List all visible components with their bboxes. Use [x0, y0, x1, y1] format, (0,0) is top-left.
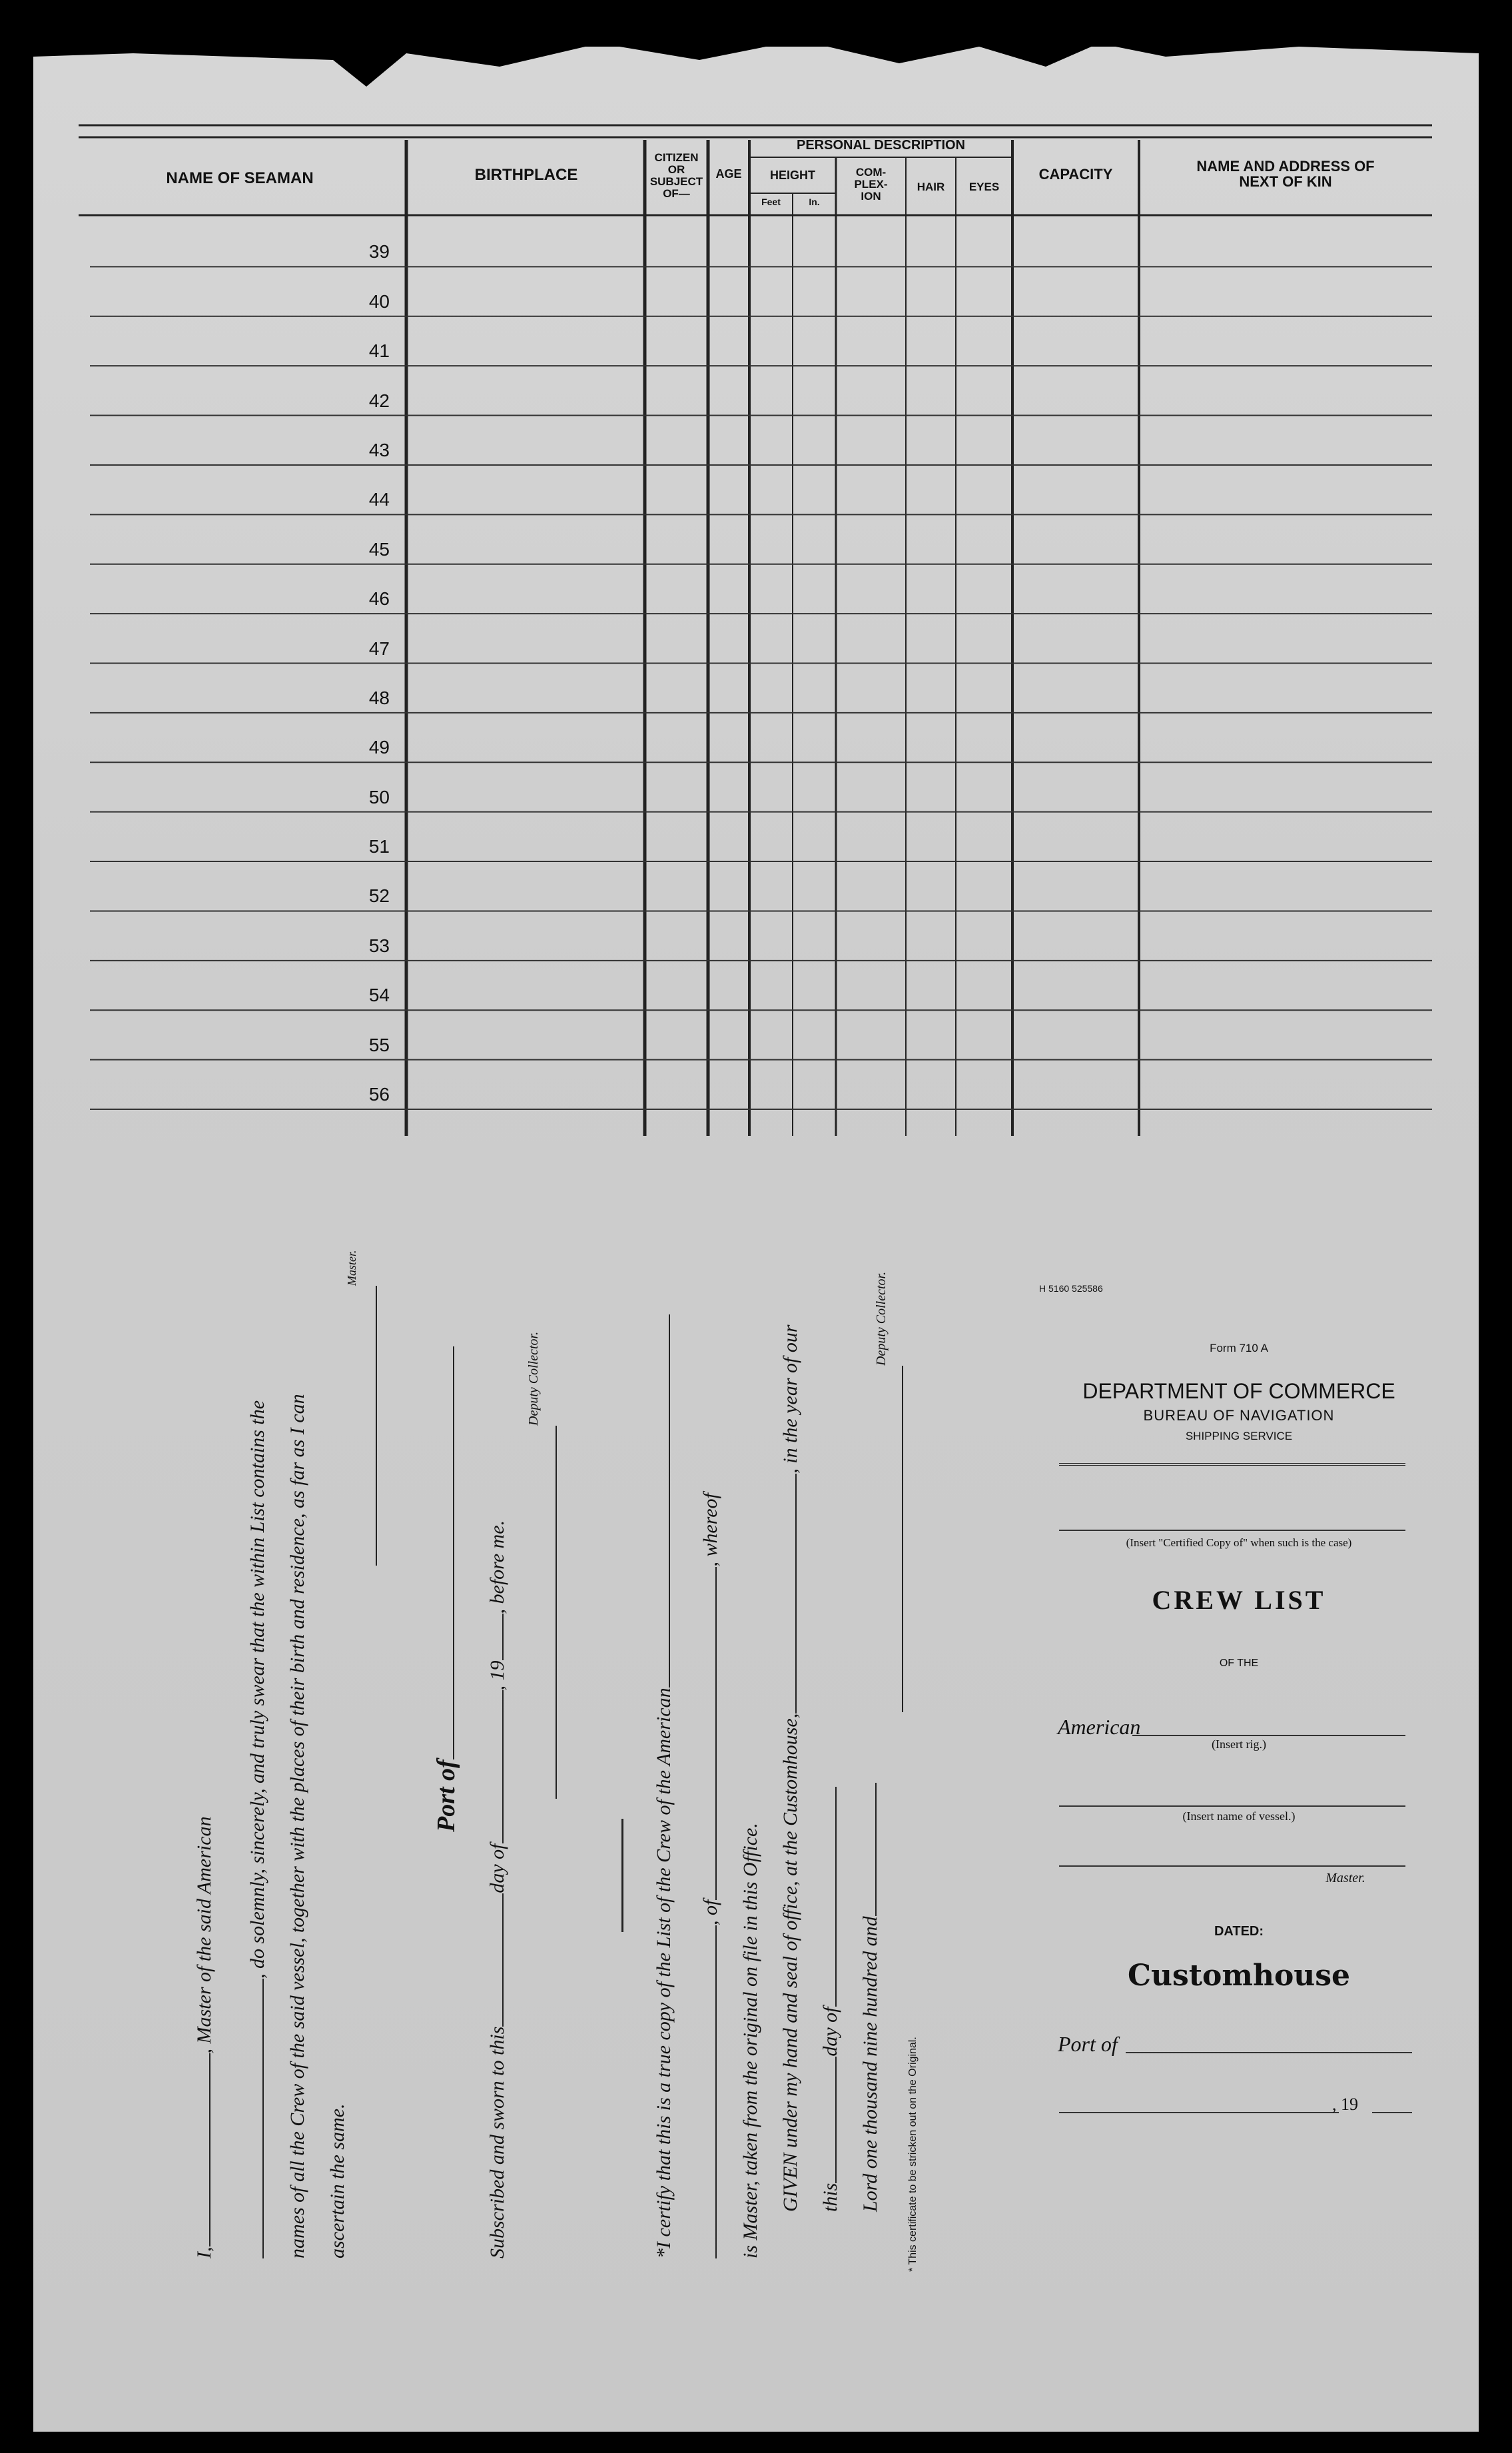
header-capacity: CAPACITY: [1038, 166, 1113, 183]
certify-line-2: , of, whereof: [699, 1493, 722, 2258]
row-number: 42: [368, 390, 390, 411]
department-title: DEPARTMENT OF COMMERCE: [1082, 1379, 1395, 1403]
customhouse-title: Customhouse: [1127, 1959, 1351, 1993]
header-next-of-kin: NAME AND ADDRESS OF NEXT OF KIN: [1196, 158, 1375, 191]
oath-line-1: I,, Master of the said American: [193, 1816, 215, 2258]
certify-footnote: * This certificate to be stricken out on the Original.: [907, 2037, 919, 2272]
certify-line-4: GIVEN under my hand and seal of office, at the Customhouse,, in the year of our: [779, 1324, 801, 2212]
row-number: 56: [368, 1084, 390, 1105]
service-title: SHIPPING SERVICE: [1185, 1430, 1293, 1442]
header-complexion: COM- PLEX- ION: [854, 166, 888, 203]
port-line[interactable]: [1126, 2052, 1412, 2053]
dated-label: DATED:: [1214, 1924, 1264, 1939]
header-height: HEIGHT: [769, 169, 815, 182]
row-number: 47: [368, 638, 390, 659]
certify-line-1: *I certify that this is a true copy of the List of the Crew of the American: [653, 1314, 675, 2258]
form-number: Form 710 A: [1210, 1342, 1268, 1354]
row-number: 50: [368, 786, 390, 807]
header-hair: HAIR: [917, 181, 945, 193]
header-age: AGE: [715, 167, 742, 181]
row-number: 52: [368, 885, 390, 907]
year-label: , 19: [1332, 2095, 1358, 2114]
row-number: 43: [368, 439, 390, 460]
row-number: 53: [368, 935, 390, 956]
row-number: 45: [368, 538, 390, 560]
subscribed-line: Subscribed and sworn to thisday of, 19, before me.: [486, 1520, 508, 2258]
certify-line-6: Lord one thousand nine hundred and: [859, 1783, 882, 2212]
american-label: American: [1058, 1715, 1141, 1739]
certified-copy-line[interactable]: [1059, 1530, 1405, 1531]
row-number: 49: [368, 737, 390, 758]
master-label: Master.: [1325, 1871, 1365, 1885]
header-citizen: CITIZEN OR SUBJECT OF—: [649, 151, 703, 200]
row-number: 48: [368, 687, 390, 708]
certify-line-5: thisday of: [819, 1787, 842, 2212]
oath-line-2: , do solemnly, sincerely, and truly swear that the within List contains the: [246, 1400, 269, 2258]
oath-line-4: ascertain the same.: [326, 2103, 348, 2258]
rig-line[interactable]: [1132, 1735, 1405, 1736]
bureau-title: BUREAU OF NAVIGATION: [1143, 1407, 1335, 1424]
deputy-collector-line-1: [540, 1426, 562, 1799]
insert-name: (Insert name of vessel.): [1182, 1809, 1296, 1823]
master-signature-label: Master.: [345, 1250, 358, 1286]
rule-1: [1059, 1463, 1405, 1466]
header-personal-description: PERSONAL DESCRIPTION: [797, 138, 965, 153]
port-of-line: Port of: [432, 1346, 461, 1832]
deputy-collector-label-2: Deputy Collector.: [874, 1271, 889, 1366]
year-line[interactable]: [1372, 2112, 1412, 2113]
crew-list-title: CREW LIST: [1152, 1585, 1326, 1615]
of-the: OF THE: [1219, 1658, 1259, 1669]
deputy-collector-label-1: Deputy Collector.: [526, 1331, 541, 1426]
master-line[interactable]: [1059, 1865, 1405, 1867]
oath-line-3: names of all the Crew of the said vessel, together with the places of their birth and residence, as far as I can: [286, 1394, 308, 2258]
vessel-name-blank[interactable]: [246, 1979, 264, 2258]
header-name-of-seaman: NAME OF SEAMAN: [166, 169, 314, 187]
header-birthplace: BIRTHPLACE: [474, 166, 578, 184]
insert-rig: (Insert rig.): [1212, 1737, 1266, 1751]
date-line[interactable]: [1059, 2112, 1339, 2113]
vessel-name-line[interactable]: [1059, 1805, 1405, 1807]
master-name-blank[interactable]: [193, 2054, 210, 2247]
header-eyes: EYES: [968, 181, 1000, 193]
certify-line-3: is Master, taken from the original on file in this Office.: [739, 1823, 761, 2258]
row-number: 46: [368, 588, 390, 610]
row-number: 44: [368, 489, 390, 510]
port-of-label: Port of: [1058, 2032, 1118, 2056]
insert-note: (Insert "Certified Copy of" when such is the case): [1126, 1536, 1352, 1549]
row-number: 39: [368, 241, 390, 262]
oath-and-certificate: [167, 1246, 952, 2312]
row-number: 55: [368, 1034, 390, 1055]
row-number: 41: [368, 340, 390, 362]
divider: [606, 1819, 629, 1932]
header-feet: Feet: [761, 197, 781, 207]
row-number: 40: [368, 290, 390, 312]
row-number: 54: [368, 985, 390, 1006]
header-inches: In.: [809, 197, 820, 207]
master-signature-line: [360, 1286, 382, 1566]
print-code: H 5160 525586: [1039, 1283, 1103, 1294]
row-number: 51: [368, 836, 390, 857]
deputy-collector-line-2: [886, 1366, 909, 1712]
